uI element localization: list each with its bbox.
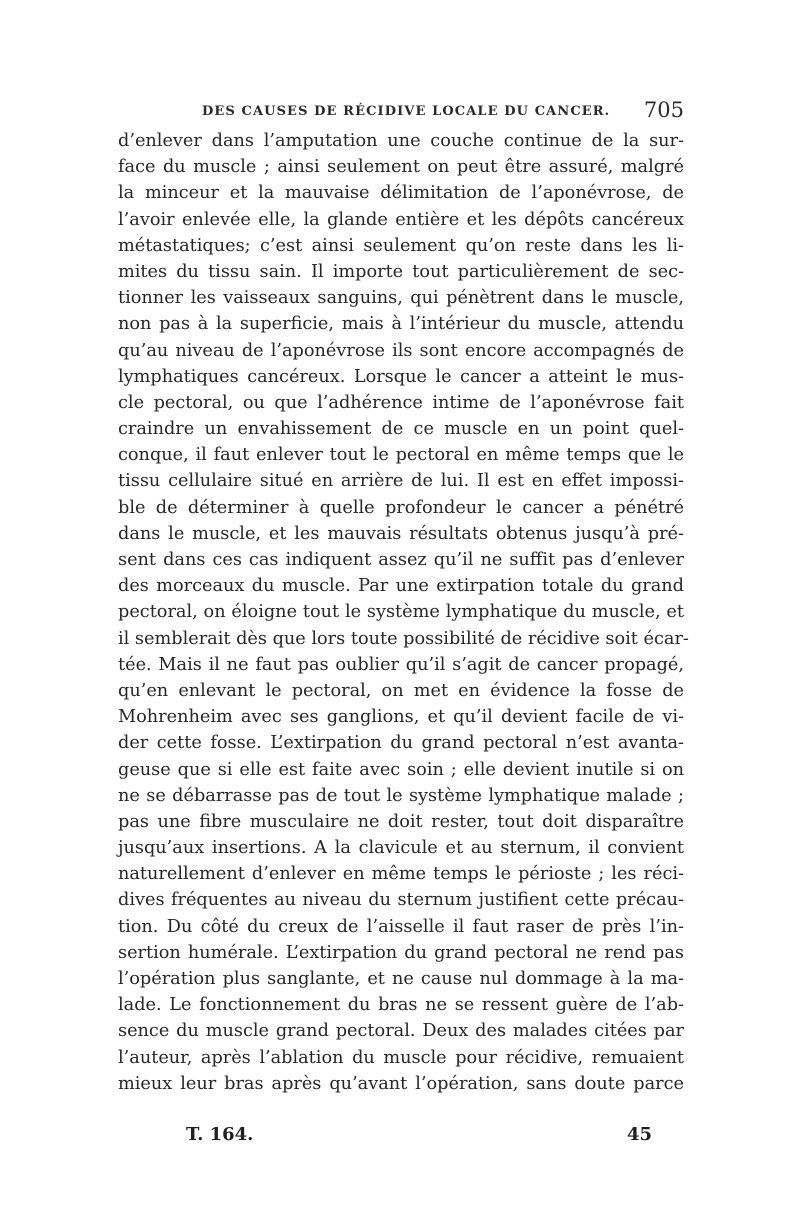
text-line: l’auteur, après l’ablation du muscle pour récidive, remuaient — [118, 1047, 684, 1068]
text-line: mites du tissu sain. Il importe tout particulièrement de sec- — [118, 261, 684, 282]
text-line: il semblerait dès que lors toute possibilité de récidive soit écar- — [118, 628, 689, 649]
text-line: sertion humérale. L’extirpation du grand pectoral ne rend pas — [118, 942, 684, 963]
text-line: dans le muscle, et les mauvais résultats obtenus jusqu’à pré- — [118, 523, 684, 544]
text-line: l’opération plus sanglante, et ne cause nul dommage à la ma- — [118, 969, 684, 989]
text-line: geuse que si elle est faite avec soin ; elle devient inutile si on — [118, 759, 684, 780]
page-footer — [186, 1124, 652, 1152]
text-line: sence du muscle grand pectoral. Deux des malades citées par — [118, 1021, 684, 1042]
text-line: mieux leur bras après qu’avant l’opération, sans doute parce — [118, 1073, 684, 1094]
page-header — [118, 96, 686, 128]
text-line: cle pectoral, ou que l’adhérence intime de l’aponévrose fait — [118, 392, 684, 413]
text-line: des morceaux du muscle. Par une extirpation totale du grand — [118, 576, 684, 597]
text-line: qu’en enlevant le pectoral, on met en évidence la fosse de — [118, 680, 684, 701]
text-line: pas une fibre musculaire ne doit rester, tout doit disparaître — [118, 811, 684, 832]
text-line: jusqu’aux insertions. A la clavicule et au sternum, il convient — [118, 838, 684, 859]
text-line: non pas à la superficie, mais à l’intérieur du muscle, attendu — [118, 314, 684, 335]
body-text — [118, 128, 689, 1097]
text-line: tée. Mais il ne faut pas oublier qu’il s’agit de cancer propagé, — [118, 654, 684, 675]
text-line: ne se débarrasse pas de tout le système lymphatique malade ; — [118, 785, 684, 806]
text-line: naturellement d’enlever en même temps le périoste ; les réci- — [118, 864, 684, 885]
text-line: qu’au niveau de l’aponévrose ils sont encore accompagnés de — [118, 340, 684, 361]
text-line: la minceur et la mauvaise délimitation de l’aponévrose, de — [118, 183, 684, 204]
running-title: DES CAUSES DE RÉCIDIVE LOCALE DU CANCER. — [202, 104, 611, 119]
sheet-number: 45 — [626, 1124, 652, 1145]
text-line: d’enlever dans l’amputation une couche continue de la sur- — [118, 131, 684, 151]
text-line: tionner les vaisseaux sanguins, qui pénètrent dans le muscle, — [118, 288, 684, 309]
text-line: face du muscle ; ainsi seulement on peut être assuré, malgré — [118, 157, 684, 178]
signature-mark: T. 164. — [186, 1124, 254, 1145]
text-line: craindre un envahissement de ce muscle en un point quel- — [118, 419, 684, 440]
text-line: lade. Le fonctionnement du bras ne se ressent guère de l’ab- — [118, 995, 684, 1016]
text-line: lymphatiques cancéreux. Lorsque le cancer a atteint le mus- — [118, 366, 684, 387]
text-line: Mohrenheim avec ses ganglions, et qu’il devient facile de vi- — [118, 707, 684, 728]
text-line: pectoral, on éloigne tout le système lymphatique du muscle, et — [118, 602, 684, 623]
page-number: 705 — [643, 98, 684, 122]
text-line: ble de déterminer à quelle profondeur le cancer a pénétré — [118, 497, 684, 518]
text-line: métastatiques; c’est ainsi seulement qu’on reste dans les li- — [118, 235, 684, 256]
text-line: tissu cellulaire situé en arrière de lui. Il est en effet impossi- — [118, 471, 684, 492]
text-line: l’avoir enlevée elle, la glande entière et les dépôts cancéreux — [118, 209, 684, 230]
text-line: der cette fosse. L’extirpation du grand pectoral n’est avanta- — [118, 733, 684, 754]
text-line: dives fréquentes au niveau du sternum justifient cette précau- — [118, 890, 684, 911]
text-line: sent dans ces cas indiquent assez qu’il ne suffit pas d’enlever — [118, 550, 684, 570]
text-line: tion. Du côté du creux de l’aisselle il faut raser de près l’in- — [118, 916, 684, 937]
text-line: conque, il faut enlever tout le pectoral en même temps que le — [118, 445, 684, 466]
